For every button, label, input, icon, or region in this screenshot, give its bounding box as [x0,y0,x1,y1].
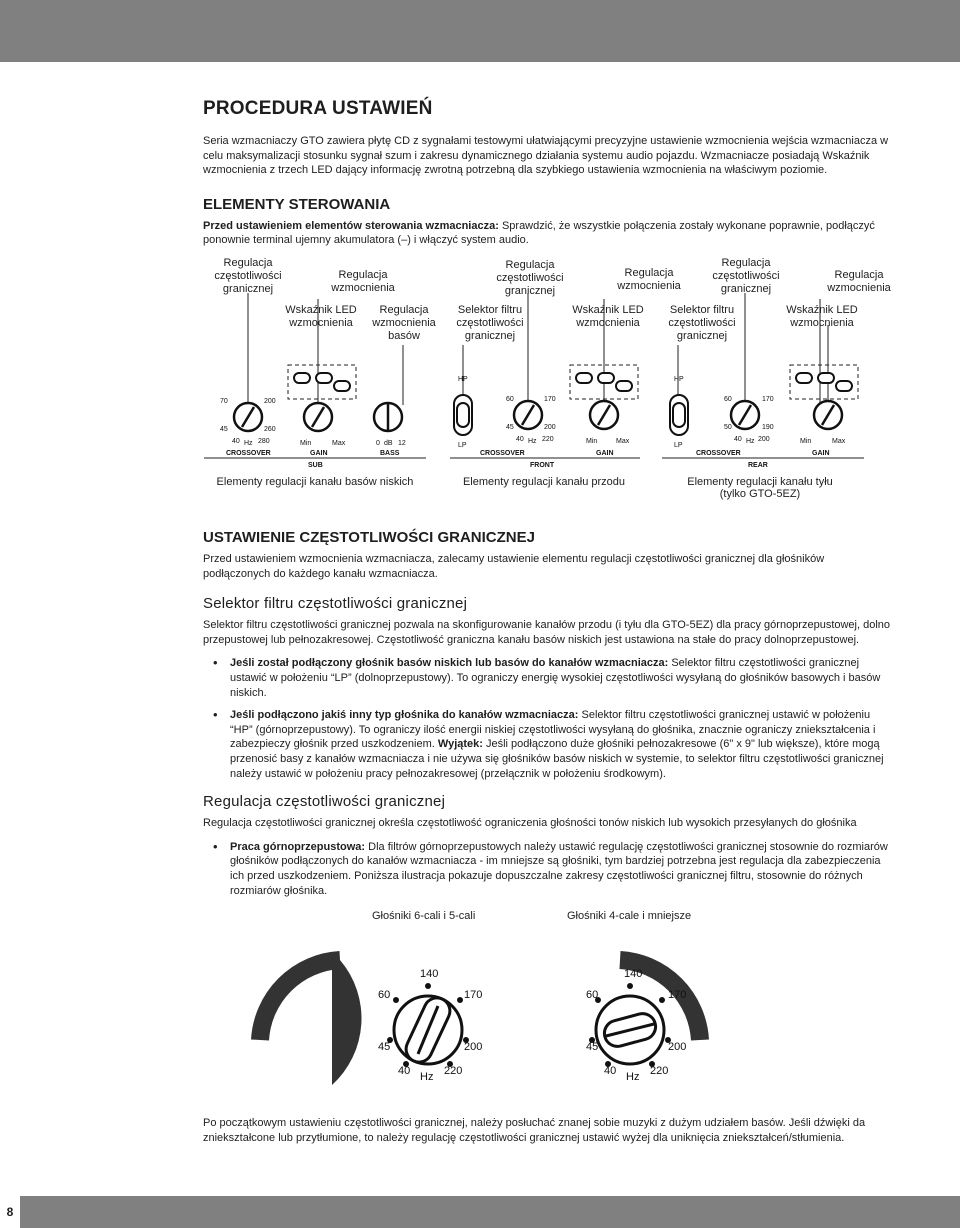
label-front-selector: Selektor filtru częstotliwości granicznej [456,304,524,342]
caption-front: Elementy regulacji kanału przodu [462,476,626,488]
left-label-hz: Hz [420,1071,434,1083]
crossover-heading: USTAWIENIE CZĘSTOTLIWOŚCI GRANICZNEJ [203,529,535,546]
label-sub-gain: Regulacja wzmocnienia [331,269,395,294]
left-label-140: 140 [420,968,439,980]
rear-tick-200: 200 [758,436,770,443]
intro-paragraph: Seria wzmacniaczy GTO zawiera płytę CD z sygnałami testowymi ułatwiającymi precyzyjne ustawienie wzmocnienia wejścia wzmacniacza w celu maksymalizacji stosunku sygnał szum i zakresu dynamicznego działania systemu audio pojazdu. Wzmacniacze posiadają Wskaźnik wzmocnienia z trzech LED dający informację zwrotną potrzebną dla szybkiego ustawienia wzmocnienia na właściwym poziomie. [203,135,889,177]
caption-rear: Elementy regulacji kanału tyłu (tylko GTO-5EZ) [687,476,833,500]
rear-gain-max: Max [832,438,846,445]
front-gain-max: Max [616,438,630,445]
bass-zero: 0 [376,440,380,447]
front-crossover-label: CROSSOVER [480,450,525,457]
selector-heading: Selektor filtru częstotliwości granicznej [203,595,468,613]
front-tick-200: 200 [544,424,556,431]
sub-tick-70: 70 [220,398,228,405]
selector-paragraph: Selektor filtru częstotliwości granicznej pozwala na skonfigurowanie kanałów przodu (i tyłu dla GTO-5EZ) dla pracy górnoprzepustowej, dolno przepustowej lub pełnozakresowej. Częstotliwość graniczna kanału basów niskich jest ustawiona na stałe do pracy dolnoprzepustowej. [203,619,891,646]
right-label-40: 40 [604,1065,617,1077]
rear-tick-190: 190 [762,424,774,431]
label-front-crossover: Regulacja częstotliwości granicznej [496,259,564,297]
left-label-220: 220 [444,1065,463,1077]
rear-tick-40: 40 [734,436,742,443]
front-tick-45: 45 [506,424,514,431]
left-label-45: 45 [378,1041,391,1053]
right-label-200: 200 [668,1041,687,1053]
left-label-200: 200 [464,1041,483,1053]
sub-gain-min: Min [300,440,312,447]
left-range-band [260,960,340,1040]
speaker-right-title: Głośniki 4-cale i mniejsze [567,910,692,922]
label-rear-gain: Regulacja wzmocnienia [827,269,891,294]
sub-crossover-label: CROSSOVER [226,450,271,457]
page-title: PROCEDURA USTAWIEŃ [203,98,433,119]
sub-gain-max: Max [332,440,346,447]
front-tick-220: 220 [542,436,554,443]
sub-tick-40: 40 [232,438,240,445]
front-tick-170: 170 [544,396,556,403]
front-tick-60: 60 [506,396,514,403]
front-hz: Hz [528,438,537,445]
front-panel-label: FRONT [530,462,555,469]
closing-section [203,1116,893,1145]
sub-gain-label: GAIN [310,450,328,457]
sub-hz: Hz [244,440,253,447]
left-label-60: 60 [378,989,391,1001]
regulation-paragraph: Regulacja częstotliwości granicznej określa częstotliwość ograniczenia głośności tonów niskich lub wysokich przesyłanych do głośnika [203,817,857,830]
label-front-gain: Regulacja wzmocnienia [617,267,681,292]
bottom-footer-bar [0,1196,960,1228]
speaker-knob-illustration [200,900,900,1100]
rear-gain-label: GAIN [812,450,830,457]
sub-tick-260: 260 [264,426,276,433]
sub-tick-200: 200 [264,398,276,405]
rear-tick-170: 170 [762,396,774,403]
label-bass-gain: Regulacja wzmocnienia basów [372,304,436,342]
bass-label: BASS [380,450,400,457]
left-range-arc [332,960,361,1085]
caption-sub: Elementy regulacji kanału basów niskich [216,476,414,488]
right-label-hz: Hz [626,1071,640,1083]
list-item: • Praca górnoprzepustowa: Dla filtrów górnoprzepustowych należy ustawić regulację częstotliwości granicznej stosownie do rozmiarów głośników podłączonych do kanałów wzmacniacza - im mniejsze są głośniki, tym bardziej potrzebna jest regulacja dla zabezpieczenia ich przed uszkodzeniem. Poniższa ilustracja pokazuje dopuszczalne zakresy częstotliwości granicznej filtru, stosownie do różnych rozmiarów głośnika. [203,840,893,898]
speaker-knobs-svg [200,900,900,1100]
bass-db: dB [384,440,393,447]
front-tick-40: 40 [516,436,524,443]
front-lp: LP [458,442,467,449]
regulation-heading: Regulacja częstotliwości granicznej [203,793,446,811]
label-rear-selector: Selektor filtru częstotliwości granicznej [668,304,736,342]
left-label-40: 40 [398,1065,411,1077]
controls-lead: Przed ustawieniem elementów sterowania wzmacniacza: Sprawdzić, że wszystkie połączenia zostały wykonane poprawnie, podłączyć ponownie terminal ujemny akumulatora (–) i włączyć system audio. [203,219,875,247]
rear-hp: HP [674,376,684,383]
rear-hz: Hz [746,438,755,445]
regulation-bullets [203,840,893,898]
front-gain-min: Min [586,438,598,445]
selector-bullets [203,656,893,781]
top-header-bar [0,0,960,62]
right-label-220: 220 [650,1065,669,1077]
sub-tick-280: 280 [258,438,270,445]
right-label-170: 170 [668,989,687,1001]
rear-lp: LP [674,442,683,449]
crossover-paragraph: Przed ustawieniem wzmocnienia wzmacniacza, zalecamy ustawienie elementu regulacji częstotliwości granicznej dla głośników podłączonych do każdego kanału wzmacniacza. [203,553,825,580]
page-number: 8 [0,1196,20,1228]
left-label-170: 170 [464,989,483,1001]
amplifier-controls-diagram [200,255,900,505]
settings-sections [203,529,893,906]
rear-crossover-label: CROSSOVER [696,450,741,457]
front-hp: HP [458,376,468,383]
closing-paragraph: Po początkowym ustawieniu częstotliwości granicznej, należy posłuchać znanej sobie muzyki z dużym udziałem basów. Jeśli dźwięki da zniekształcone lub przytłumione, to należy regulację częstotliwości granicznej ustawić wyżej dla uniknięcia zniekształceń/stłumienia. [203,1117,866,1144]
right-label-140: 140 [624,968,643,980]
front-gain-label: GAIN [596,450,614,457]
sub-panel-label: SUB [308,462,323,469]
label-rear-led: Wskaźnik LED wzmocnienia [786,304,858,329]
sub-tick-45: 45 [220,426,228,433]
rear-panel-label: REAR [748,462,768,469]
controls-heading: ELEMENTY STEROWANIA [203,195,391,213]
speaker-left-title: Głośniki 6-cali i 5-cali [372,910,476,922]
label-sub-led: Wskaźnik LED wzmocnienia [285,304,357,329]
rear-tick-50: 50 [724,424,732,431]
right-label-45: 45 [586,1041,599,1053]
right-label-60: 60 [586,989,599,1001]
rear-tick-60: 60 [724,396,732,403]
bass-twelve: 12 [398,440,406,447]
page-content [203,98,893,248]
label-front-led: Wskaźnik LED wzmocnienia [572,304,644,329]
list-item: • Jeśli podłączono jakiś inny typ głośnika do kanałów wzmacniacza: Selektor filtru częstotliwości granicznej ustawić w położeniu “HP” (górnoprzepustowy). To ograniczy ilość energii niskiej częstotliwości wysyłaną do głośnika, znacznie ograniczy zniekształcenia i zabezpieczy głośnik przed uszkodzeniem. Wyjątek: Jeśli podłączono duże głośniki pełnozakresowe (6" x 9" lub większe), które mogą przenosić basy z kanałów wzmacniacza i nie używa się głośników basów niskich w systemie, to selektor filtru częstotliwości granicznej należy ustawić w położeniu pracy pełnozakresowej (przełącznik w położeniu środkowym). [203,708,893,781]
rear-gain-min: Min [800,438,812,445]
label-rear-crossover: Regulacja częstotliwości granicznej [712,257,780,295]
list-item: • Jeśli został podłączony głośnik basów niskich lub basów do kanałów wzmacniacza: Selektor filtru częstotliwości granicznej ustawić w położeniu “LP” (dolnoprzepustowy). To ograniczy energię wysokiej częstotliwości wysyłaną do głośników basowych i basów niskich. [203,656,893,700]
label-sub-crossover: Regulacja częstotliwości granicznej [214,257,282,295]
